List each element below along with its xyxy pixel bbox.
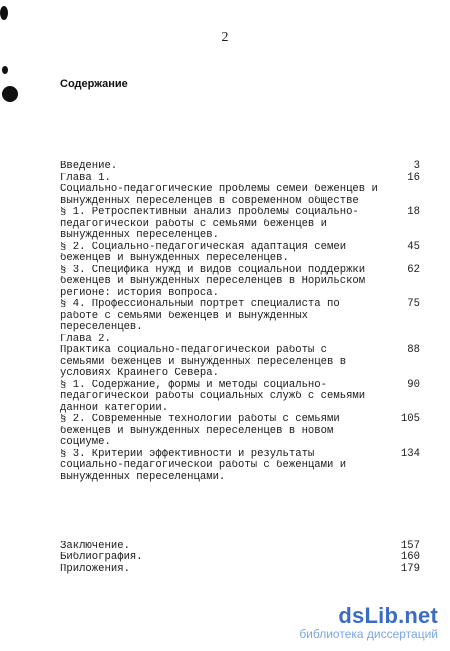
toc-entry-text: Библиография. — [60, 552, 143, 563]
toc-entry-text: § 4. Профессиональный портрет специалиста по — [60, 299, 340, 310]
toc-entry-page — [392, 322, 420, 334]
toc-entry — [60, 253, 420, 265]
toc-entry-text: переселенцев. — [60, 322, 143, 333]
watermark-subtitle: библиотека диссертаций — [299, 627, 438, 641]
toc-entry — [60, 472, 420, 484]
toc-entry-page: 3 — [413, 160, 420, 172]
table-of-contents — [60, 138, 420, 587]
toc-entry-text: Глава 1. — [60, 172, 111, 184]
toc-entry-page: 179 — [400, 562, 420, 575]
toc-entry-page — [392, 357, 420, 369]
page-number: 2 — [221, 30, 229, 45]
toc-entry — [60, 276, 420, 288]
toc-entry — [60, 403, 420, 415]
toc-entry-text: беженцев и вынужденных переселенцев в новом — [60, 425, 334, 437]
toc-entry-text: педагогической работы социальных служб с семьями — [60, 391, 366, 402]
toc-entry-page: 105 — [400, 413, 420, 425]
toc-entry-text: регионе: история вопроса. — [60, 287, 219, 299]
toc-entry-page — [392, 219, 420, 231]
toc-entry-text: Практика социально-педагогической работы с — [60, 345, 328, 356]
toc-entry-text: Приложения. — [60, 563, 130, 575]
watermark-logo: dsLib.net — [338, 603, 438, 628]
toc-entry-text: социально-педагогической работы с беженцами и — [60, 460, 347, 471]
toc-entry-page — [392, 311, 420, 323]
toc-entry — [60, 242, 420, 254]
toc-entry-page — [392, 426, 420, 438]
toc-entry — [60, 437, 420, 449]
toc-entry — [60, 449, 420, 461]
toc-entry — [60, 173, 420, 185]
toc-entry-text: данной категории. — [60, 402, 169, 414]
toc-entry-text: § 3. Специфика нужд и видов социальной поддержки — [60, 264, 366, 276]
toc-closing-section — [60, 541, 420, 576]
toc-entry-page: 16 — [407, 171, 420, 184]
toc-entry-page: 160 — [400, 551, 420, 563]
toc-entry — [60, 196, 420, 208]
toc-entry — [60, 207, 420, 219]
toc-entry-page — [392, 253, 420, 265]
toc-entry-page: 45 — [407, 240, 420, 253]
toc-entry — [60, 564, 420, 576]
toc-entry — [60, 552, 420, 564]
toc-entry-text: работе с семьями беженцев и вынужденных — [60, 310, 308, 322]
toc-entry — [60, 391, 420, 403]
toc-entry-page — [392, 460, 420, 472]
scan-mark-middle — [2, 66, 8, 74]
toc-entry-page — [392, 184, 420, 196]
toc-entry-text: беженцев и вынужденных переселенцев в Норильском — [60, 276, 366, 287]
toc-entry-text: вынужденных переселенцев в современном обществе — [60, 195, 359, 207]
toc-entry-text: § 3. Критерии эффективности и результаты — [60, 448, 315, 460]
toc-entry — [60, 230, 420, 242]
watermark — [299, 603, 438, 641]
toc-entry-text: § 2. Современные технологии работы с семьями — [60, 414, 340, 425]
toc-entry — [60, 265, 420, 277]
toc-entry-text: беженцев и вынужденных переселенцев. — [60, 253, 289, 264]
toc-entry — [60, 345, 420, 357]
toc-entry — [60, 219, 420, 231]
toc-entry-text: Введение. — [60, 161, 118, 172]
toc-entry-page — [392, 368, 420, 380]
toc-entry-page: 157 — [400, 539, 420, 552]
toc-entry-page: 90 — [407, 378, 420, 391]
toc-entry — [60, 334, 420, 346]
toc-entry-text: Социально-педагогические проблемы семей беженцев и — [60, 184, 378, 195]
toc-entry — [60, 357, 420, 369]
toc-entry-text: Глава 2. — [60, 333, 111, 345]
toc-entry — [60, 161, 420, 173]
toc-spacer — [60, 506, 420, 518]
toc-entry-text: § 2. Социально-педагогическая адаптация семей — [60, 241, 347, 253]
toc-entry — [60, 288, 420, 300]
toc-entry-text: Заключение. — [60, 540, 130, 552]
toc-entry — [60, 311, 420, 323]
toc-entry-page: 134 — [400, 447, 420, 460]
toc-entry-page — [392, 276, 420, 288]
toc-entry-page — [392, 391, 420, 403]
toc-entry — [60, 299, 420, 311]
toc-entry-text: условиях Крайнего Севера. — [60, 368, 219, 379]
toc-entry — [60, 380, 420, 392]
toc-entry-page — [392, 437, 420, 449]
toc-entry-page — [392, 472, 420, 484]
toc-entry-page: 75 — [407, 298, 420, 310]
toc-entry-page: 88 — [407, 344, 420, 356]
toc-entry — [60, 414, 420, 426]
toc-entry-page: 62 — [407, 263, 420, 276]
document-title: Содержание — [60, 78, 128, 90]
toc-entry-text: вынужденных переселенцев. — [60, 230, 219, 241]
toc-entry — [60, 460, 420, 472]
toc-entry — [60, 541, 420, 553]
toc-entry — [60, 322, 420, 334]
toc-entry-page: 18 — [407, 206, 420, 218]
toc-entry — [60, 184, 420, 196]
toc-main-section — [60, 161, 420, 483]
toc-entry-text: § 1. Ретроспективный анализ проблемы социально- — [60, 207, 359, 218]
toc-entry-text: вынужденных переселенцами. — [60, 471, 226, 483]
toc-entry-page — [392, 230, 420, 242]
toc-entry-text: семьями беженцев и вынужденных переселенцев в — [60, 356, 347, 368]
toc-entry-text: § 1. Содержание, формы и методы социально- — [60, 379, 328, 391]
toc-entry-text: социуме. — [60, 437, 111, 448]
scan-mark-hole — [2, 86, 18, 102]
toc-entry — [60, 368, 420, 380]
scan-mark-top — [0, 6, 8, 20]
toc-entry — [60, 426, 420, 438]
toc-entry-text: педагогической работы с семьями беженцев и — [60, 218, 328, 230]
